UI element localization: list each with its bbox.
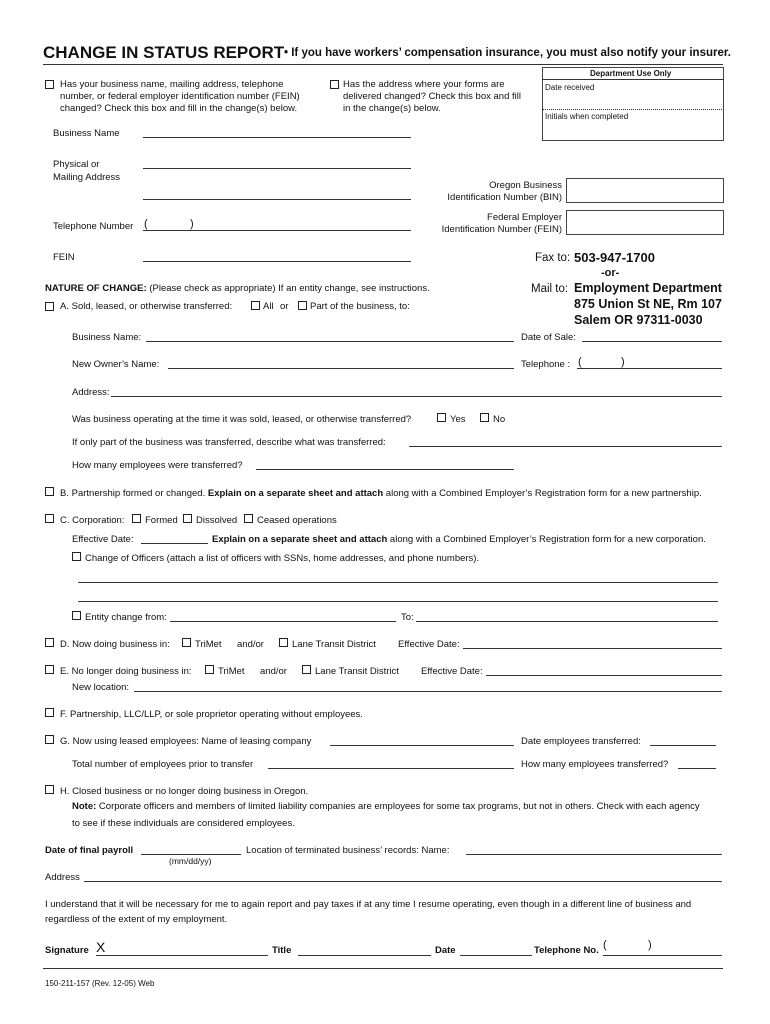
part-description-label: If only part of the business was transferred, describe what was transferred: (72, 437, 386, 448)
a-telephone-field[interactable] (577, 368, 722, 369)
employees-transferred-field[interactable] (256, 469, 514, 470)
e-trimet-checkbox[interactable] (205, 665, 214, 674)
name-change-text: Has your business name, mailing address, telephone number, or federal employer identification number (FEIN) changed? Check this box and fill in the change(s) below. (60, 79, 300, 114)
sig-paren-open: ( (603, 939, 607, 951)
section-f-label: F. Partnership, LLC/LLP, or sole proprietor operating without employees. (60, 709, 363, 720)
dissolved-label: Dissolved (196, 515, 238, 526)
new-owner-label: New Owner’s Name: (72, 359, 160, 370)
signature-label: Signature (45, 945, 89, 956)
address-field-2[interactable] (143, 199, 411, 200)
section-c-checkbox[interactable] (45, 514, 54, 523)
yes-checkbox[interactable] (437, 413, 446, 422)
a-telephone-label: Telephone : (521, 359, 571, 370)
insurer-notice: • If you have workers’ compensation insurance, you must also notify your insurer. (284, 47, 731, 59)
a-phone-paren-close: ) (621, 356, 625, 368)
telephone-label: Telephone Number (53, 221, 134, 232)
a-phone-paren-open: ( (578, 356, 582, 368)
nature-label: NATURE OF CHANGE: (45, 283, 147, 294)
section-h-label: H. Closed business or no longer doing business in Oregon. (60, 786, 309, 797)
date-received-label: Date received (545, 83, 595, 92)
form-title: CHANGE IN STATUS REPORT (43, 43, 285, 62)
how-many-field[interactable] (678, 768, 716, 769)
section-d-label: D. Now doing business in: (60, 639, 170, 650)
section-h-checkbox[interactable] (45, 785, 54, 794)
officers-line-2[interactable] (78, 601, 718, 602)
section-c-text (212, 534, 706, 545)
address-change-text: Has the address where your forms are delivered changed? Check this box and fill in the change(s) below. (343, 79, 521, 114)
fax-label: Fax to: (535, 252, 571, 264)
note-text-1: Corporate officers and members of limited liability companies are employees for some tax programs, but not in others. Check with each agency (96, 801, 700, 812)
entity-from-label: Entity change from: (85, 612, 167, 623)
final-address-label: Address (45, 872, 80, 883)
dept-name: Employment Department (574, 281, 722, 295)
e-effective-field[interactable] (486, 675, 722, 676)
new-location-field[interactable] (134, 691, 722, 692)
address-field-1[interactable] (143, 168, 411, 169)
d-trimet-label: TriMet (195, 639, 222, 650)
dept-city: Salem OR 97311-0030 (574, 313, 703, 327)
initials-label: Initials when completed (545, 112, 629, 121)
header-rule (43, 64, 723, 65)
part-description-field[interactable] (409, 446, 722, 447)
telephone-no-label: Telephone No. (534, 945, 599, 956)
d-ltd-checkbox[interactable] (279, 638, 288, 647)
sig-paren-close: ) (648, 939, 652, 951)
bin-label-2: Identification Number (BIN) (447, 192, 562, 203)
entity-to-field[interactable] (416, 621, 718, 622)
new-owner-field[interactable] (168, 368, 514, 369)
all-checkbox[interactable] (251, 301, 260, 310)
section-c-bold: Explain on a separate sheet and attach (212, 534, 388, 545)
dept-mid-rule (542, 109, 724, 110)
section-e-label: E. No longer doing business in: (60, 666, 192, 677)
no-label: No (493, 414, 506, 425)
d-trimet-checkbox[interactable] (182, 638, 191, 647)
name-change-checkbox[interactable] (45, 80, 54, 89)
bin-label-1: Oregon Business (489, 180, 562, 191)
nature-instructions: (Please check as appropriate) If an entity change, see instructions. (146, 283, 430, 294)
total-prior-field[interactable] (268, 768, 514, 769)
section-b-rest: along with a Combined Employer’s Registration form for a new partnership. (383, 488, 702, 499)
a-business-name-label: Business Name: (72, 332, 142, 343)
section-c-label: C. Corporation: (60, 515, 125, 526)
part-checkbox[interactable] (298, 301, 307, 310)
date-field[interactable] (460, 955, 532, 956)
leasing-company-field[interactable] (330, 745, 514, 746)
d-ltd-label: Lane Transit District (292, 639, 376, 650)
fein-box-label-2: Identification Number (FEIN) (441, 224, 562, 235)
statement-line-2: regardless of the extent of my employment. (45, 914, 228, 925)
signature-x: X (96, 939, 106, 955)
dissolved-checkbox[interactable] (183, 514, 192, 523)
section-b-text (60, 488, 702, 499)
formed-checkbox[interactable] (132, 514, 141, 523)
total-prior-label: Total number of employees prior to transfer (72, 759, 254, 770)
all-label: All (263, 301, 274, 312)
or-text: -or- (601, 267, 620, 279)
officers-line-1[interactable] (78, 582, 718, 583)
e-andor-label: and/or (260, 666, 287, 677)
a-address-field[interactable] (111, 396, 722, 397)
section-d-checkbox[interactable] (45, 638, 54, 647)
date-label: Date (435, 945, 456, 956)
entity-to-label: To: (401, 612, 414, 623)
ceased-label: Ceased operations (257, 515, 337, 526)
c-effective-date-label: Effective Date: (72, 534, 134, 545)
d-effective-label: Effective Date: (398, 639, 460, 650)
date-transferred-label: Date employees transferred: (521, 736, 641, 747)
phone-paren-open: ( (144, 218, 148, 230)
mailing-address-label: Mailing Address (53, 172, 121, 183)
section-b-bold: Explain on a separate sheet and attach (207, 488, 384, 499)
employees-transferred-label: How many employees were transferred? (72, 460, 243, 471)
date-transferred-field[interactable] (650, 745, 716, 746)
records-label: Location of terminated business’ records: Name: (246, 845, 450, 856)
footer-rule (43, 968, 723, 969)
fein-field[interactable] (143, 261, 411, 262)
e-trimet-label: TriMet (218, 666, 245, 677)
date-of-sale-label: Date of Sale: (521, 332, 576, 343)
section-g-label: G. Now using leased employees: Name of leasing company (60, 736, 312, 747)
records-field[interactable] (466, 854, 722, 855)
title-label: Title (272, 945, 292, 956)
note-label: Note: (72, 801, 97, 812)
note-line-2: to see if these individuals are considered employees. (72, 818, 295, 829)
d-andor-label: and/or (237, 639, 264, 650)
yes-label: Yes (450, 414, 466, 425)
final-address-field[interactable] (84, 881, 722, 882)
signature-field[interactable] (96, 955, 268, 956)
a-address-label: Address: (72, 387, 110, 398)
physical-label: Physical or (53, 159, 100, 170)
fein-input[interactable] (566, 210, 724, 235)
formed-label: Formed (145, 515, 178, 526)
section-g-checkbox[interactable] (45, 735, 54, 744)
section-e-checkbox[interactable] (45, 665, 54, 674)
e-ltd-checkbox[interactable] (302, 665, 311, 674)
section-a-label: A. Sold, leased, or otherwise transferred: (60, 301, 233, 312)
date-of-sale-field[interactable] (582, 341, 722, 342)
title-field[interactable] (298, 955, 431, 956)
e-ltd-label: Lane Transit District (315, 666, 399, 677)
fax-number: 503-947-1700 (574, 250, 655, 265)
dept-street: 875 Union St NE, Rm 107 (574, 297, 722, 311)
d-effective-field[interactable] (463, 648, 722, 649)
entity-change-checkbox[interactable] (72, 611, 81, 620)
business-name-label: Business Name (53, 128, 120, 139)
note-line-1 (72, 801, 700, 812)
section-a-checkbox[interactable] (45, 302, 54, 311)
department-use-label: Department Use Only (590, 69, 672, 78)
e-effective-label: Effective Date: (421, 666, 483, 677)
fein-label: FEIN (53, 252, 75, 263)
nature-heading (45, 283, 430, 294)
officers-checkbox[interactable] (72, 552, 81, 561)
telephone-no-field[interactable] (603, 955, 722, 956)
section-b-checkbox[interactable] (45, 487, 54, 496)
no-checkbox[interactable] (480, 413, 489, 422)
fein-box-label-1: Federal Employer (487, 212, 562, 223)
final-payroll-field[interactable] (141, 854, 241, 855)
address-change-checkbox[interactable] (330, 80, 339, 89)
phone-paren-close: ) (190, 218, 194, 230)
operating-question: Was business operating at the time it was sold, leased, or otherwise transferred? (72, 414, 412, 425)
a-business-name-field[interactable] (146, 341, 514, 342)
how-many-label: How many employees transferred? (521, 759, 669, 770)
final-payroll-label: Date of final payroll (45, 845, 134, 856)
section-c-rest: along with a Combined Employer’s Registration form for a new corporation. (387, 534, 706, 545)
new-location-label: New location: (72, 682, 130, 693)
business-name-field[interactable] (143, 137, 411, 138)
officers-label: Change of Officers (attach a list of officers with SSNs, home addresses, and phone numbers). (85, 553, 480, 564)
date-format-hint: (mm/dd/yy) (169, 856, 212, 866)
statement-line-1: I understand that it will be necessary for me to again report and pay taxes if at any time I resume operating, even though in a different line of business and (45, 899, 692, 910)
dept-header-rule (542, 79, 724, 80)
part-label: Part of the business, to: (310, 301, 410, 312)
entity-from-field[interactable] (170, 621, 396, 622)
bin-input[interactable] (566, 178, 724, 203)
telephone-field[interactable] (143, 230, 411, 231)
mail-label: Mail to: (531, 283, 569, 295)
form-number: 150-211-157 (Rev. 12-05) Web (45, 979, 155, 988)
section-b-label: B. Partnership formed or changed. (60, 488, 206, 499)
section-f-checkbox[interactable] (45, 708, 54, 717)
ceased-checkbox[interactable] (244, 514, 253, 523)
or-label: or (280, 301, 289, 312)
c-effective-date-field[interactable] (141, 543, 208, 544)
